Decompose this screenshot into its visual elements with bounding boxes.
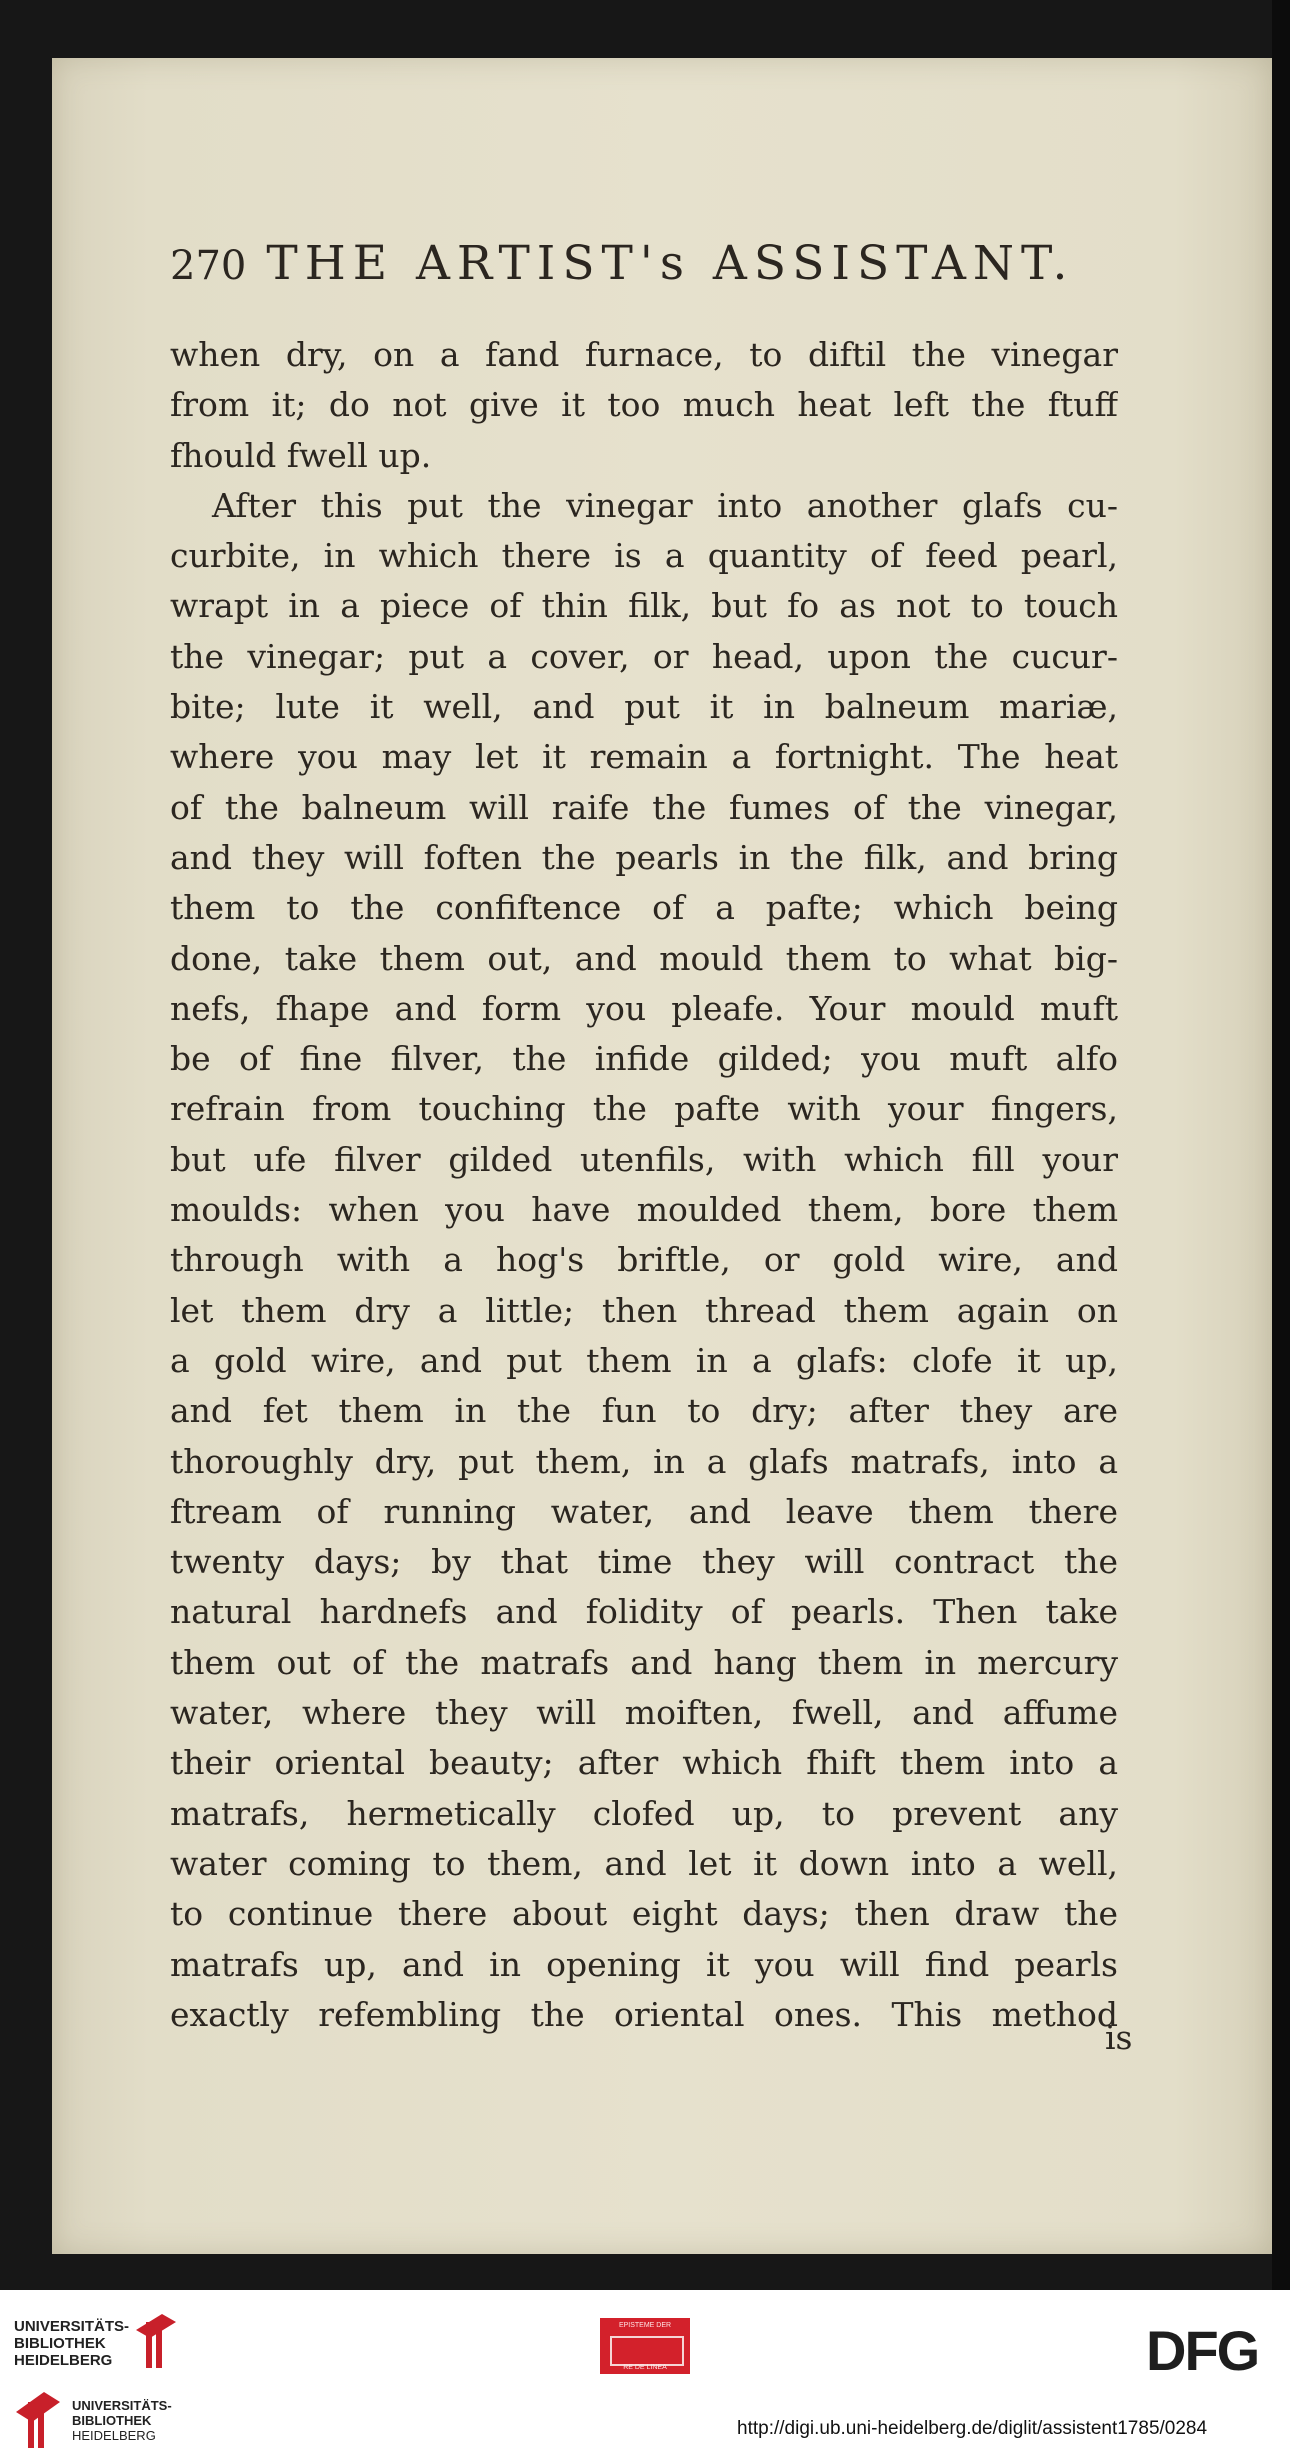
text-line: be of fine filver, the infide gilded; you muft alfo bbox=[170, 1039, 1118, 1079]
text-line: matrafs up, and in opening it you will find pearls bbox=[170, 1944, 1118, 1984]
library-mark-icon bbox=[132, 2312, 176, 2370]
logo-line-2: BIBLIOTHEK bbox=[72, 2413, 152, 2428]
text-line: their oriental beauty; after which fhift them into a bbox=[170, 1743, 1118, 1783]
running-head bbox=[170, 236, 1090, 291]
text-line: of the balneum will raife the fumes of the vinegar, bbox=[170, 787, 1118, 827]
page-number: 270 bbox=[170, 243, 247, 289]
project-logo-bottom-text: RE DE LINEA bbox=[623, 2364, 667, 2371]
text-line: After this put the vinegar into another glafs cu- bbox=[212, 485, 1118, 525]
text-line: ftream of running water, and leave them there bbox=[170, 1491, 1118, 1531]
text-line: let them dry a little; then thread them again on bbox=[170, 1290, 1118, 1330]
logo-line-3: HEIDELBERG bbox=[72, 2428, 156, 2443]
university-library-small-text bbox=[72, 2398, 172, 2443]
project-logo-top-text: EPISTEME DER bbox=[618, 2322, 672, 2329]
text-line: curbite, in which there is a quantity of feed pearl, bbox=[170, 536, 1118, 576]
project-logo-frame-icon bbox=[610, 2336, 684, 2366]
text-line: exactly refembling the oriental ones. This method bbox=[170, 1994, 1118, 2034]
text-line: thoroughly dry, put them, in a glafs matrafs, into a bbox=[170, 1441, 1118, 1481]
text-line: them to the confiftence of a pafte; which being bbox=[170, 888, 1118, 928]
text-line: matrafs, hermetically clofed up, to prevent any bbox=[170, 1793, 1118, 1833]
university-library-logo-text: UNIVERSITÄTS- BIBLIOTHEK HEIDELBERG bbox=[14, 2318, 130, 2369]
text-line: to continue there about eight days; then draw the bbox=[170, 1894, 1118, 1934]
permalink-url[interactable]: http://digi.ub.uni-heidelberg.de/diglit/assistent1785/0284 bbox=[737, 2418, 1208, 2439]
text-line: from it; do not give it too much heat left the ftuff bbox=[170, 385, 1118, 425]
text-line: water, where they will moiften, fwell, and affume bbox=[170, 1693, 1118, 1733]
library-mark-small-icon bbox=[14, 2390, 62, 2450]
page-spine-shadow bbox=[1272, 0, 1290, 2290]
footer-bar bbox=[0, 2290, 1290, 2458]
university-library-logo[interactable] bbox=[14, 2312, 184, 2376]
catchword: is bbox=[1105, 2018, 1133, 2057]
text-line: water coming to them, and let it down into a well, bbox=[170, 1843, 1118, 1883]
text-line: refrain from touching the pafte with your fingers, bbox=[170, 1089, 1118, 1129]
logo-line-1: UNIVERSITÄTS- bbox=[72, 2398, 172, 2413]
running-title: THE ARTIST's ASSISTANT. bbox=[266, 236, 1075, 291]
text-line: through with a hog's briftle, or gold wire, and bbox=[170, 1240, 1118, 1280]
text-line: done, take them out, and mould them to what big- bbox=[170, 938, 1118, 978]
text-line: fhould fwell up. bbox=[170, 435, 432, 475]
text-line: twenty days; by that time they will contract the bbox=[170, 1542, 1118, 1582]
text-line: when dry, on a fand furnace, to diftil the vinegar bbox=[170, 335, 1118, 374]
text-line: nefs, fhape and form you pleafe. Your mould muft bbox=[170, 988, 1118, 1028]
text-line: them out of the matrafs and hang them in mercury bbox=[170, 1642, 1118, 1682]
text-line: moulds: when you have moulded them, bore them bbox=[170, 1190, 1118, 1230]
dfg-logo[interactable]: DFG bbox=[1146, 2319, 1259, 2382]
text-line: and they will foften the pearls in the filk, and bring bbox=[170, 837, 1118, 877]
text-line: where you may let it remain a fortnight. The heat bbox=[170, 737, 1118, 777]
text-line: natural hardnefs and folidity of pearls. Then take bbox=[170, 1592, 1118, 1632]
text-line: and fet them in the fun to dry; after they are bbox=[170, 1391, 1118, 1431]
text-line: a gold wire, and put them in a glafs: clofe it up, bbox=[170, 1340, 1118, 1380]
text-line: wrapt in a piece of thin filk, but fo as not to touch bbox=[170, 586, 1118, 626]
university-library-logo-small[interactable] bbox=[14, 2390, 184, 2454]
text-line: the vinegar; put a cover, or head, upon the cucur- bbox=[170, 636, 1118, 676]
body-text bbox=[170, 330, 1118, 2040]
text-line: but ufe filver gilded utenfils, with which fill your bbox=[170, 1139, 1118, 1179]
project-logo[interactable] bbox=[600, 2318, 690, 2374]
text-line: bite; lute it well, and put it in balneum mariæ, bbox=[170, 687, 1118, 727]
